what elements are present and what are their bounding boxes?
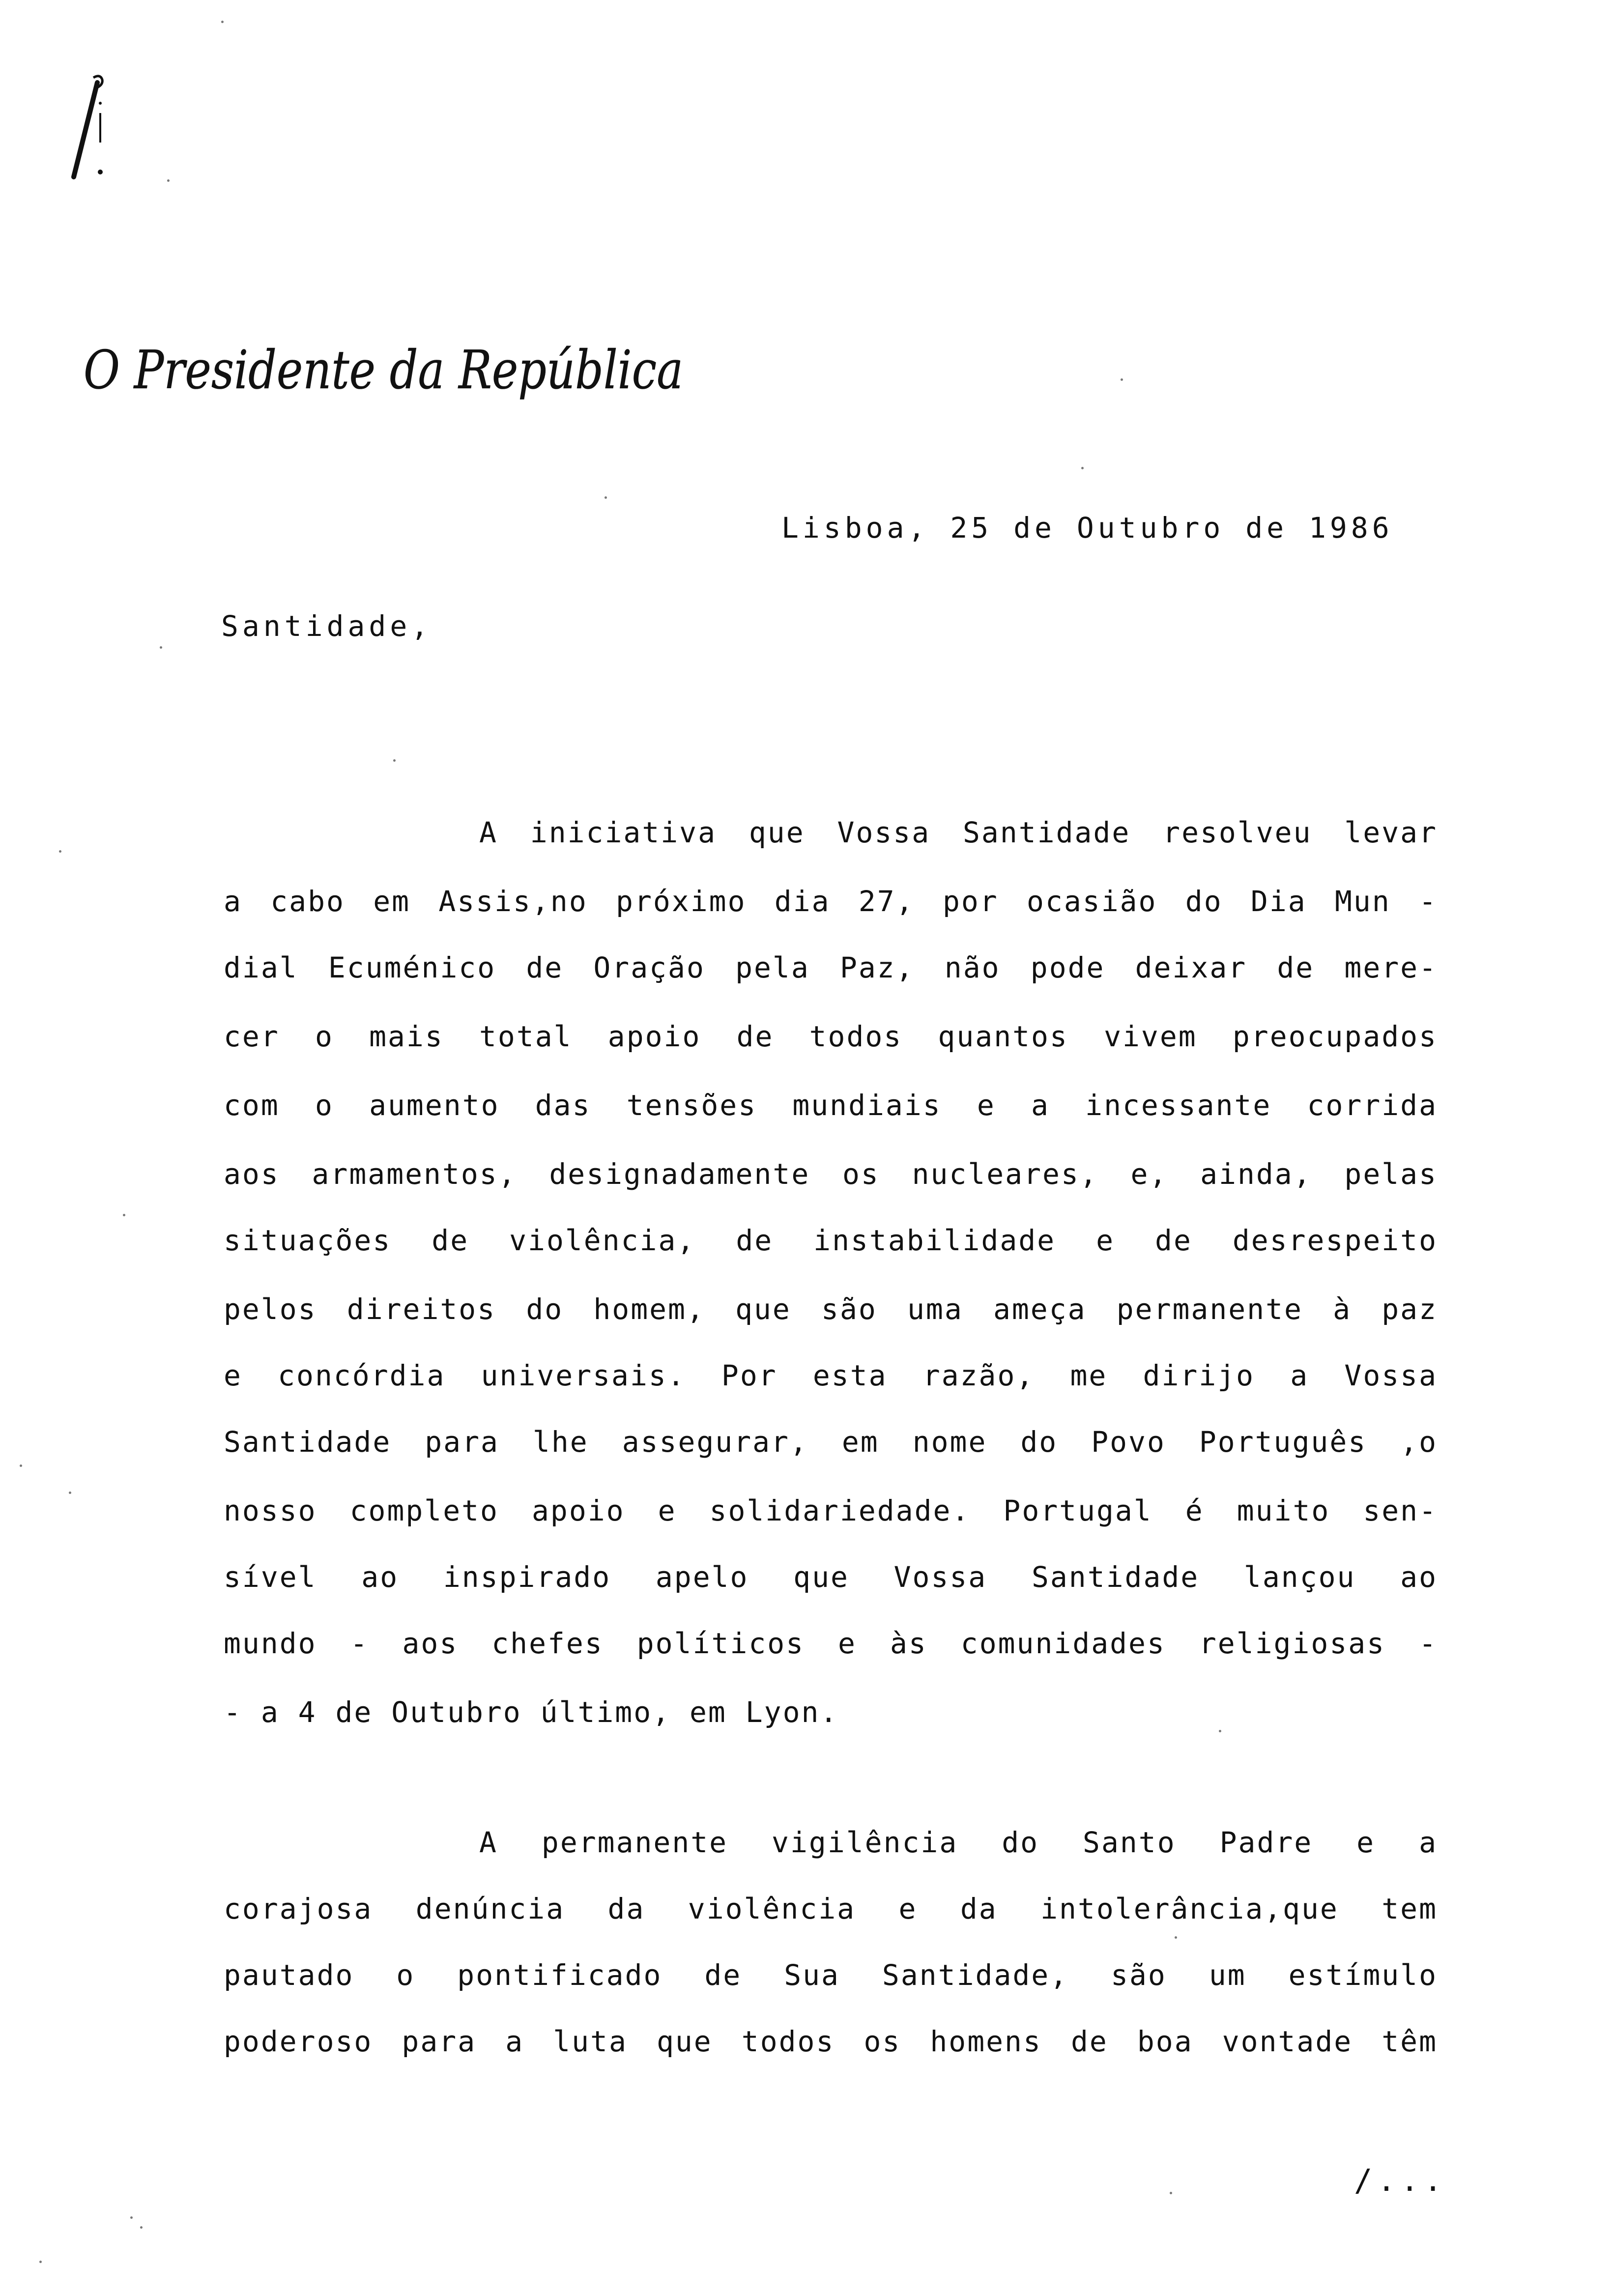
- paragraph-line: dial Ecuménico de Oração pela Paz, não pode deixar de mere-: [224, 951, 1438, 984]
- scan-speck: [221, 21, 224, 23]
- scan-speck: [140, 2226, 143, 2229]
- paragraph-line: a cabo em Assis,no próximo dia 27, por ocasião do Dia Mun -: [224, 885, 1438, 918]
- paragraph-line: e concórdia universais. Por esta razão, me dirijo a Vossa: [224, 1359, 1438, 1392]
- paragraph-line: com o aumento das tensões mundiais e a incessante corrida: [224, 1089, 1438, 1122]
- paragraph-line: A iniciativa que Vossa Santidade resolveu levar: [479, 816, 1438, 849]
- scan-speck: [1219, 1730, 1221, 1732]
- scan-speck: [20, 1464, 22, 1467]
- scan-speck: [123, 1214, 125, 1216]
- paragraph-line: A permanente vigilência do Santo Padre e a: [479, 1826, 1438, 1859]
- paragraph-line: mundo - aos chefes políticos e às comunidades religiosas -: [224, 1627, 1438, 1660]
- paragraph-line: Santidade para lhe assegurar, em nome do Povo Português ,o: [224, 1425, 1438, 1459]
- paragraph-line: corajosa denúncia da violência e da intolerância,que tem: [224, 1892, 1438, 1925]
- handwritten-corner-mark: [59, 69, 113, 197]
- paragraph-line: pelos direitos do homem, que são uma ameça permanente à paz: [224, 1292, 1438, 1326]
- paragraph-line: cer o mais total apoio de todos quantos vivem preocupados: [224, 1020, 1438, 1053]
- paragraph-line: pautado o pontificado de Sua Santidade, são um estímulo: [224, 1958, 1438, 1992]
- letterhead-title: O Presidente da República: [84, 340, 683, 401]
- paragraph-line: sível ao inspirado apelo que Vossa Santidade lançou ao: [224, 1560, 1438, 1594]
- scan-speck: [167, 179, 170, 182]
- letter-date: Lisboa, 25 de Outubro de 1986: [781, 511, 1393, 545]
- continuation-mark: /...: [1354, 2162, 1447, 2198]
- paragraph-line: aos armamentos, designadamente os nucleares, e, ainda, pelas: [224, 1157, 1438, 1191]
- paragraph-line: situações de violência, de instabilidade e de desrespeito: [224, 1224, 1438, 1257]
- scan-speck: [130, 2216, 133, 2219]
- scan-speck: [1081, 467, 1084, 469]
- scan-speck: [393, 759, 396, 762]
- letterhead: [79, 324, 698, 423]
- paragraph-line: nosso completo apoio e solidariedade. Portugal é muito sen-: [224, 1494, 1438, 1527]
- scan-speck: [1121, 378, 1123, 381]
- scan-speck: [160, 646, 162, 649]
- scan-speck: [59, 850, 61, 853]
- scan-speck: [1170, 2192, 1172, 2194]
- letterhead-script: [79, 324, 698, 423]
- scan-speck: [69, 1492, 71, 1494]
- scan-speck: [1175, 1936, 1177, 1939]
- paragraph-line: - a 4 de Outubro último, em Lyon.: [224, 1695, 839, 1729]
- paragraph-line: poderoso para a luta que todos os homens de boa vontade têm: [224, 2025, 1438, 2058]
- salutation: Santidade,: [221, 609, 432, 643]
- scan-speck: [604, 496, 607, 499]
- scan-speck: [39, 2261, 42, 2263]
